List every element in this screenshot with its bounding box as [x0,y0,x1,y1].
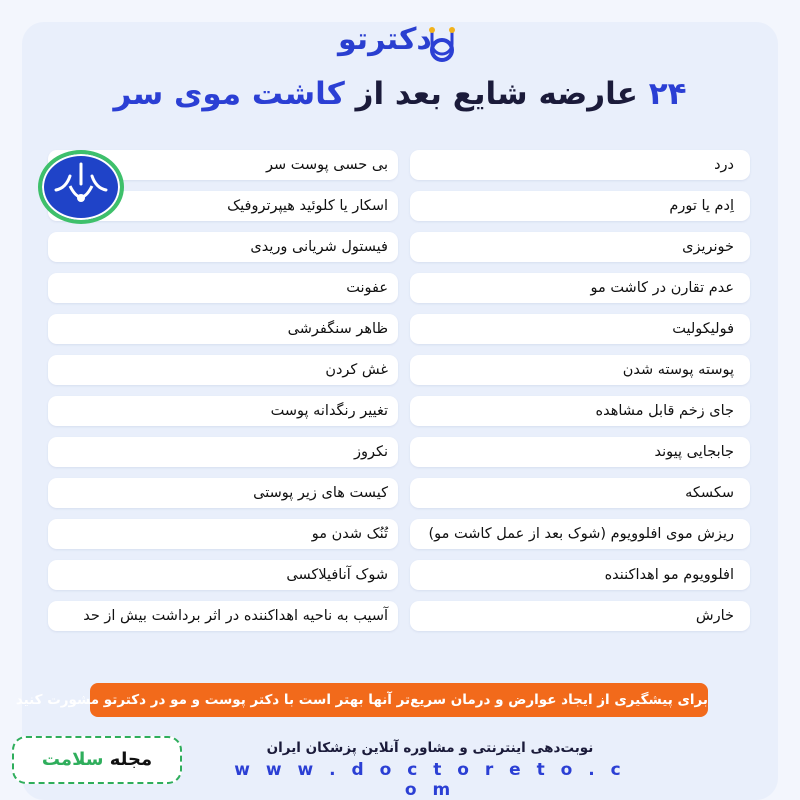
left-item: تغییر رنگدانه پوست [48,396,398,426]
hair-follicle-badge [38,150,124,224]
left-item: عفونت [48,273,398,303]
right-item: فولیکولیت [410,314,750,344]
right-item: عدم تقارن در کاشت مو [410,273,750,303]
magazine-badge [12,736,182,784]
left-item: اسکار یا کلوئید هیپرتروفیک [48,191,398,221]
page-title [0,76,800,112]
brand-logo-text: دکترتو [338,22,432,57]
left-item: غش کردن [48,355,398,385]
footer-tagline: نوبت‌دهی اینترنتی و مشاوره آنلاین پزشکان ایران [266,740,594,756]
left-item: تُنُک شدن مو [48,519,398,549]
left-item: فیستول شریانی وریدی [48,232,398,262]
right-item: درد [410,150,750,180]
left-item: شوک آنافیلاکسی [48,560,398,590]
magazine-accent: سلامت [41,749,104,770]
title-number: ۲۴ [648,76,687,112]
left-item: بی حسی پوست سر [48,150,398,180]
hair-follicle-icon [42,154,120,220]
right-item: پوسته پوسته شدن [410,355,750,385]
title-accent: کاشت موی سر [113,76,345,112]
magazine-label: مجله [109,749,153,770]
left-item: کیست های زیر پوستی [48,478,398,508]
right-item: خارش [410,601,750,631]
title-main: عارضه شایع بعد از [355,76,638,112]
footer-url[interactable]: w w w . d o c t o r e t o . c o m [234,760,626,800]
right-item: خونریزی [410,232,750,262]
left-item: آسیب به ناحیه اهداکننده در اثر برداشت بیش از حد [48,601,398,631]
right-item: جابجایی پیوند [410,437,750,467]
right-item: افلوویوم مو اهداکننده [410,560,750,590]
right-item: جای زخم قابل مشاهده [410,396,750,426]
left-item: ظاهر سنگفرشی [48,314,398,344]
right-item: ریزش موی افلوویوم (شوک بعد از عمل کاشت مو) [410,519,750,549]
right-item: اِدم یا تورم [410,191,750,221]
consult-note: برای پیشگیری از ایجاد عوارض و درمان سریع‌تر آنها بهتر است با دکتر پوست و مو در دکترتو مشورت کنید [90,683,708,717]
left-item: نکروز [48,437,398,467]
right-item: سکسکه [410,478,750,508]
